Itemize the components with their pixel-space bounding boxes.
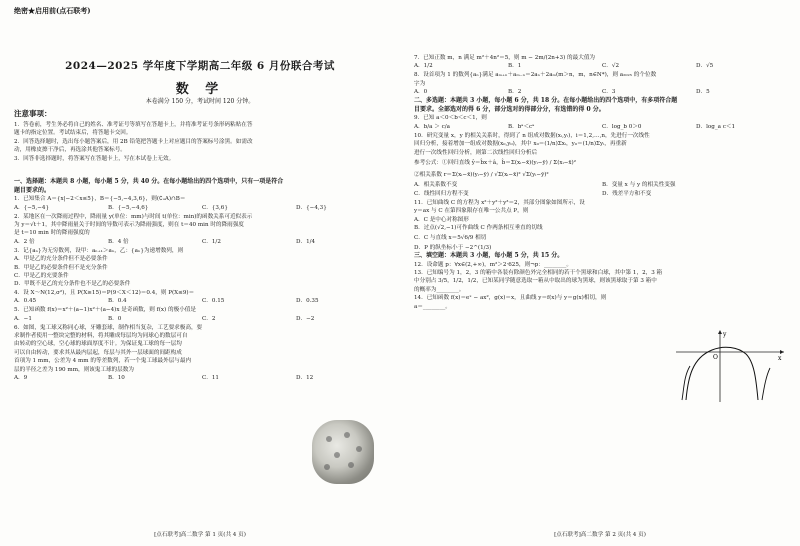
question-10-options bbox=[414, 190, 790, 199]
notice-line: 1．答卷前，考生务必将自己的姓名、准考证号等填写在答题卡上，并将准考证号条形码粘贴在答 bbox=[14, 122, 253, 128]
y-axis-label: y bbox=[723, 331, 727, 338]
option: D．log_a c＜1 bbox=[696, 123, 736, 130]
exam-meta: 本卷满分 150 分，考试时间 120 分钟。 bbox=[145, 98, 255, 105]
section-heading: 三、填空题：本题共 3 小题，每小题 5 分，共 15 分。 bbox=[414, 252, 564, 260]
option: A．相关系数不变 bbox=[414, 182, 458, 189]
question-3: 3．记{aₙ}为无穷数列，设甲：aₙ₊₁＞aₙ，乙：{aₙ}为递增数列，则 bbox=[14, 247, 184, 254]
option: C．C 与直线 x＝5√6/9 相切 bbox=[414, 234, 487, 241]
option: B．0 bbox=[108, 315, 122, 322]
right-column bbox=[414, 54, 790, 311]
question-10: 进行一次线性回归分析，则第二次线性回归分析后 bbox=[414, 149, 538, 156]
origin-label: O bbox=[713, 354, 718, 361]
question-4-options bbox=[14, 297, 390, 306]
option: C．3 bbox=[602, 89, 616, 96]
y-axis-arrow bbox=[718, 330, 722, 334]
question-14: 14．已知函数 f(x)＝eˣ − ax²，g(x)＝x，且曲线 y＝f(x)与 y＝g(x)相切，则 bbox=[414, 295, 607, 302]
question-6-options bbox=[14, 374, 390, 383]
formula-regression: 参考公式：①回归直线 ŷ＝b̂x＋â，b̂＝Σ(xᵢ−x̄)(yᵢ−ȳ) / Σ(xᵢ−x̄)² bbox=[414, 160, 576, 167]
option: B．{−5,−4,6} bbox=[108, 204, 149, 211]
question-6-text bbox=[14, 324, 304, 374]
section-1 bbox=[14, 178, 390, 383]
option: A．9 bbox=[14, 375, 28, 382]
option: A．1/2 bbox=[414, 63, 433, 70]
curve-branch-right bbox=[762, 368, 770, 400]
option: A．{−5,−4} bbox=[14, 204, 50, 211]
subject-title: 数 学 bbox=[175, 82, 225, 97]
option: A．b/a ＞ c/a bbox=[414, 123, 450, 130]
x-axis-arrow bbox=[780, 350, 784, 354]
notice-line: 2．回答选择题时，选出每小题答案后，用 2B 铅笔把答题卡上对应题目的答案标号涂黑。如需改 bbox=[14, 138, 253, 145]
ghost-ball-photo bbox=[312, 420, 374, 484]
option: C．√2 bbox=[602, 63, 619, 70]
question-12: 12．设命题 p：∀x∈(2,+∞)，m²＞2·625，则¬p：________。 bbox=[414, 261, 572, 268]
option: D．{−4,3} bbox=[296, 204, 327, 211]
question-6: 6．如图，鬼工球又称同心球，牙雕套球，制作相当复杂，工艺要求极高，要 bbox=[14, 324, 203, 331]
option: D．残差平方和不变 bbox=[602, 191, 652, 198]
question-2-options bbox=[14, 238, 390, 247]
option: B．0.4 bbox=[108, 298, 127, 305]
option: B．甲是乙的必要条件但不是充分条件 bbox=[14, 264, 108, 271]
notice-line: 3．回答非选择题时，将答案写在答题卡上，写在本试卷上无效。 bbox=[14, 155, 175, 162]
question-11: y＝ax 与 C 在第四象限存在唯一公共点 P，则 bbox=[414, 208, 529, 215]
option: C．log_b 0＞0 bbox=[602, 123, 642, 130]
question-4: 4．设 X～N(12,σ²)，且 P(X≥15)＝P(9＜X＜12)＝0.4，则 P(X≤9)＝ bbox=[14, 289, 195, 296]
question-6: 层的半径之差为 190 mm，则该鬼工球的层数为 bbox=[14, 366, 134, 373]
question-7-options bbox=[414, 62, 790, 71]
page-footer: [点石联考]高二数学 第 1 页(共 4 页) bbox=[154, 532, 246, 538]
option: B．4 倍 bbox=[108, 238, 129, 245]
page-2 bbox=[400, 0, 800, 546]
option: B．过点(√2,−1)可作曲线 C 作两条相互垂直的切线 bbox=[414, 225, 543, 232]
option: A．−1 bbox=[14, 315, 32, 322]
question-14: a＝________。 bbox=[414, 303, 451, 310]
question-7: 7．已知正数 m，n 满足 m²＋4n²＝5，则 m − 2m/(2n+3) 的最大值为 bbox=[414, 55, 596, 61]
option: C．1/2 bbox=[202, 238, 221, 245]
option: C．{3,6} bbox=[202, 204, 228, 211]
question-5-options bbox=[14, 315, 390, 324]
option: D．0.35 bbox=[296, 298, 319, 305]
question-6: 由转动的空心球，空心球的球面厚度不计。为保证鬼工球的每一层均 bbox=[14, 341, 182, 348]
question-10: 回归分析，接着增加一组成对数据(x₀,y₀)，其中 x₀＝(1/n)Σxᵢ，y₀＝(1/n)Σyᵢ，再重新 bbox=[414, 141, 627, 148]
question-6: 首项为 1 mm，公差为 4 mm 的等差数列，若一个鬼工球最外层与最内 bbox=[14, 358, 192, 365]
question-6: 可以自由转动，要求其从最内层起，每层与其外一层球面的间距构成 bbox=[14, 349, 182, 356]
question-11-text bbox=[414, 199, 694, 252]
question-10: 10．研究变量 x，y 的相关关系时，得到了 n 组成对数据(xᵢ,yᵢ)，i＝1,2,…,n，先进行一次线性 bbox=[414, 132, 650, 139]
question-9: 9．已知 a＜0＜b＜c＜1，则 bbox=[414, 115, 487, 122]
option: D．√5 bbox=[696, 63, 714, 70]
option: C．线性回归方程不变 bbox=[414, 191, 469, 198]
option: B．bᵃ＜cᵃ bbox=[508, 123, 535, 130]
section-heading: 题目要求的。 bbox=[14, 186, 51, 194]
formula-correlation: ②相关系数 r＝Σ(xᵢ−x̄)(yᵢ−ȳ) / √Σ(xᵢ−x̄)² √Σ(yᵢ−ȳ)² bbox=[414, 172, 549, 179]
option: A．C 是中心对称图形 bbox=[414, 216, 469, 223]
option: A．2 倍 bbox=[14, 238, 35, 245]
option: D．5 bbox=[696, 89, 710, 96]
question-8: 字为 bbox=[414, 80, 426, 87]
question-13: 的概率为________。 bbox=[414, 286, 465, 293]
option: A．0.45 bbox=[14, 298, 37, 305]
option: C．11 bbox=[202, 375, 219, 382]
option: D．P 的纵坐标小于 −2^(1/3) bbox=[414, 244, 492, 251]
question-5: 5．已知函数 f(x)＝x²＋(a−1)x²＋(a−4)x 是奇函数，则 f(x) 的极小值是 bbox=[14, 307, 196, 314]
option: D．1/4 bbox=[296, 238, 316, 245]
option: C．甲是乙的充要条件 bbox=[14, 273, 69, 280]
option: D．12 bbox=[296, 375, 314, 382]
notice-line: 动，用橡皮擦干净后，再选涂其他答案标号。 bbox=[14, 147, 126, 154]
option: C．0.15 bbox=[202, 298, 225, 305]
section-heading: 目要求。全部选对的得 6 分，部分选对的得部分分，有选错的得 0 分。 bbox=[414, 105, 605, 113]
question-13: 13．已知编号为 1，2，3 的箱中各装有除颜色外完全相同的若干个黑球和白球，其中第 1，2，3 箱 bbox=[414, 270, 663, 277]
option: D．−2 bbox=[296, 315, 315, 322]
question-8-options bbox=[414, 88, 790, 97]
option: A．甲是乙的充分条件但不是必要条件 bbox=[14, 256, 108, 263]
question-8: 8．设首项为 1 的数列{aₙ}满足 aₘ₊ₙ＋aₘ₋ₙ＝2aₙ＋2aₘ(m＞n，m，n∈N*)，则 a₂₀₂₅ 的个位数 bbox=[414, 72, 657, 79]
option: D．甲既不是乙的充分条件也不是乙的必要条件 bbox=[14, 281, 131, 288]
section-heading: 二、多选题：本题共 3 小题，每小题 6 分，共 18 分。在每小题给出的四个选项中，有多项符合题 bbox=[414, 97, 678, 105]
option: B．10 bbox=[108, 375, 125, 382]
question-13: 中分别占 3/5，1/2，1/2，已知某同学随意选取一箱从中取出的球为黑球，则该黑球取于第 3 箱中 bbox=[414, 278, 657, 285]
option: B．变量 x 与 y 的相关性变强 bbox=[602, 182, 676, 189]
question-10-options bbox=[414, 181, 790, 190]
exam-title: 2024—2025 学年度下学期高二年级 6 月份联合考试 bbox=[65, 60, 335, 72]
question-9-options bbox=[414, 123, 790, 132]
notice-line: 题卡的指定位置。考试结束后，将答题卡交回。 bbox=[14, 130, 132, 137]
curve-c bbox=[686, 347, 758, 400]
section-heading: 一、选择题：本题共 8 小题，每小题 5 分，共 40 分。在每小题给出的四个选项中，只有一项是符合 bbox=[14, 178, 284, 185]
question-1-options bbox=[14, 204, 390, 213]
question-2: 为 y＝√t＋1，其中降雨量关于时间的导数可表示为降雨强度，则在 t＝40 min 时的降雨强度 bbox=[14, 222, 244, 228]
question-2: 是 t＝10 min 时的降雨强度的 bbox=[14, 230, 90, 237]
page-footer: [点石联考]高二数学 第 2 页(共 4 页) bbox=[554, 532, 646, 538]
x-axis-label: x bbox=[778, 355, 782, 362]
question-1: 1．已知集合 A＝{x|−2＜x≤5}，B＝{−5,−4,3,6}，则(∁ᵤA)∩B＝ bbox=[14, 196, 186, 203]
question-11: 11．已知曲线 C 的方程为 x²＋y²＋y³＝2，其部分图象如图所示，设 bbox=[414, 200, 585, 207]
question-2: 2．某地区在一次降雨过程中，降雨量 y(单位：mm)与时间 t(单位：min)的函数关系可近似表示 bbox=[14, 213, 253, 220]
question-6: 求制作者使用一整块完整的材料，将其雕成每层均为同球心的数层可自 bbox=[14, 333, 188, 340]
option: B．1 bbox=[508, 63, 522, 70]
notice-block bbox=[14, 108, 390, 163]
option: C．2 bbox=[202, 315, 216, 322]
notice-title: 注意事项： bbox=[14, 109, 52, 118]
curve-graph bbox=[672, 328, 788, 404]
option: B．2 bbox=[508, 89, 522, 96]
option: A．0 bbox=[414, 89, 428, 96]
confidential-tag: 绝密★启用前(点石联考) bbox=[14, 6, 91, 15]
